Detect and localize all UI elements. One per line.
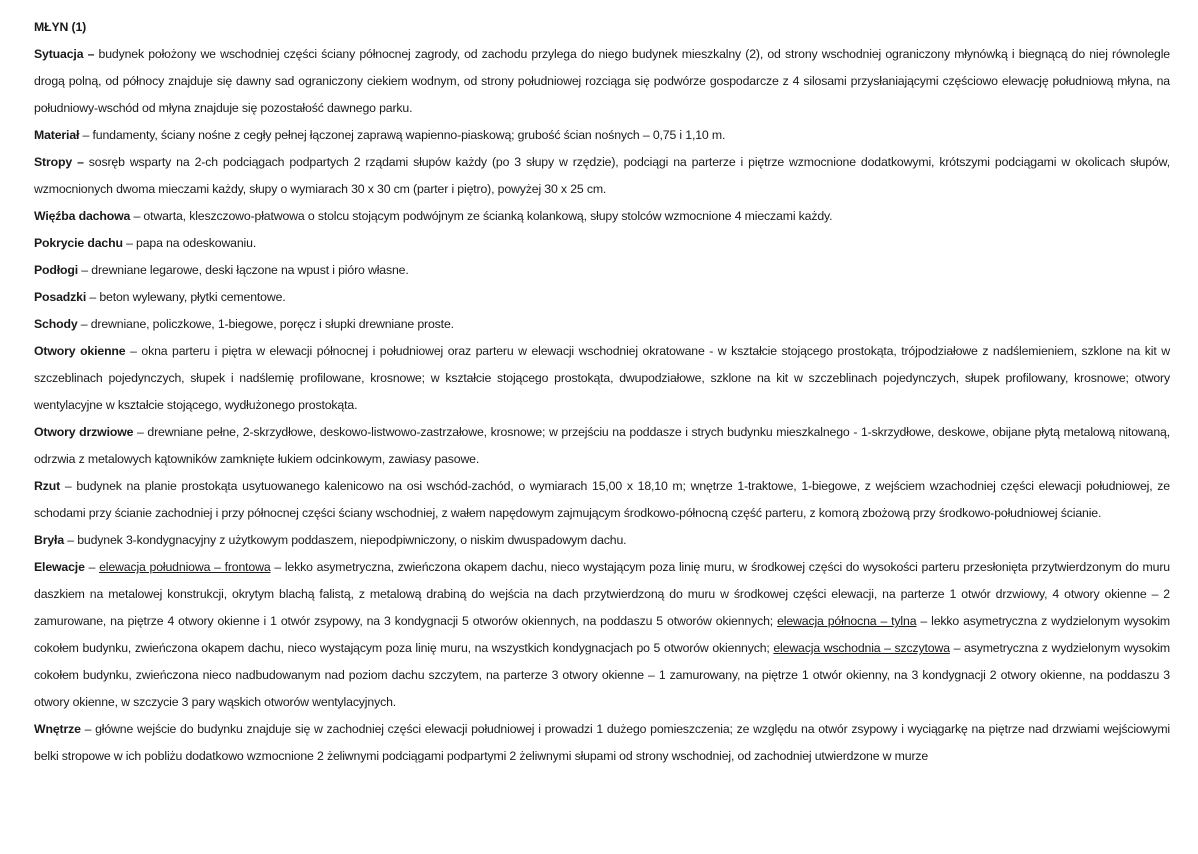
entry-rzut: [34, 473, 1170, 527]
entry-wiezba-dachowa: [34, 203, 1170, 230]
entry-sytuacja: [34, 41, 1170, 122]
entry-text: – fundamenty, ściany nośne z cegły pełnej łączonej zaprawą wapienno-piaskową; grubość ścian nośnych – 0,75 i 1,10 m.: [79, 128, 726, 142]
entry-term: Rzut: [34, 479, 61, 493]
entry-material: [34, 122, 1170, 149]
entry-text: –: [84, 560, 100, 574]
entry-term: Schody: [34, 317, 78, 331]
entry-posadzki: [34, 284, 1170, 311]
elevation-east-heading: elewacja wschodnia – szczytowa: [773, 641, 950, 655]
entry-wnetrze: [34, 716, 1170, 770]
entry-text: – okna parteru i piętra w elewacji północnej i południowej oraz parteru w elewacji wschodniej okratowane - w kształcie stojącego prostokąta, trójpodziałowe z nadślemieniem, szklone na kit w szczeblinach pojedynczych, słupek i nadślemię profilowane, krosnowe; w kształcie stojącego prostokąta, dwupodziałowe, szklone na kit w szczeblinach pojedynczych, słupek profilowany, krosnowe; otwory wentylacyjne w kształcie stojącego, wydłużonego prostokąta.: [34, 344, 1170, 412]
document-title: MŁYN (1): [34, 20, 87, 34]
entry-term: Wnętrze: [34, 722, 81, 736]
elevation-south-heading: elewacja południowa – frontowa: [99, 560, 271, 574]
entry-term: Posadzki: [34, 290, 87, 304]
entry-text: sosręb wsparty na 2-ch podciągach podpartych 2 rządami słupów każdy (po 3 słupy w rzędzie), podciągi na parterze i piętrze wzmocnione dodatkowymi, krótszymi podciągami w okolicach słupów, wzmocnionych dwoma mieczami każdy, słupy o wymiarach 30 x 30 cm (parter i piętro), powyżej 30 x 25 cm.: [34, 155, 1170, 196]
entry-elewacje: [34, 554, 1170, 716]
entry-stropy: [34, 149, 1170, 203]
entry-text: – lekko asymetryczna z wydzielonym wysokim cokołem budynku, zwieńczona okapem dachu, nieco wystającym poza linię muru, na wszystkich kondygnacjach po 5 otworów okiennych;: [34, 614, 1171, 655]
entry-bryla: [34, 527, 1170, 554]
entry-text: – budynek 3-kondygnacyjny z użytkowym poddaszem, niepodpiwniczony, o niskim dwuspadowym dachu.: [64, 533, 627, 547]
entry-otwory-drzwiowe: [34, 419, 1170, 473]
entry-podlogi: [34, 257, 1170, 284]
entry-text: – asymetryczna z wydzielonym wysokim cokołem budynku, zwieńczona nieco nadbudowanym nad poziom dachu szczytem, na parterze 3 otwory okienne – 1 zamurowany, na piętrze 1 otwór okienny, na 3 kondygnacji 2 otwory okienne, na poddaszu 3 otwory okienne, w szczycie 3 pary wąskich otworów wentylacyjnych.: [34, 641, 1170, 709]
entry-schody: [34, 311, 1170, 338]
entry-term: Sytuacja –: [34, 47, 95, 61]
entry-text: – drewniane pełne, 2-skrzydłowe, deskowo-listwowo-zastrzałowe, krosnowe; w przejściu na poddasze i strych budynku mieszkalnego - 1-skrzydłowe, deskowe, obijane płytą metalową nitowaną, odrzwia z metalowych kątowników zamknięte łukiem odcinkowym, zawiasy pasowe.: [34, 425, 1170, 466]
entry-text: – budynek na planie prostokąta usytuowanego kalenicowo na osi wschód-zachód, o wymiarach 15,00 x 18,10 m; wnętrze 1-traktowe, 1-biegowe, z wejściem wzachodniej części elewacji południowej, ze schodami przy ścianie zachodniej i przy północnej części ściany wschodniej, z wałem napędowym zajmującym środkowo-północną część parteru, z komorą zbożową przy środkowo-południowej ścianie.: [34, 479, 1170, 520]
entry-text: – beton wylewany, płytki cementowe.: [86, 290, 286, 304]
document-page: [34, 14, 1170, 770]
entry-text: budynek położony we wschodniej części ściany północnej zagrody, od zachodu przylega do niego budynek mieszkalny (2), od strony wschodniej ograniczony młynówką i biegnącą do niej równolegle drogą polną, od północy znajduje się dawny sad ograniczony ciekiem wodnym, od strony południowej rozciąga się podwórze gospodarcze z 4 silosami przysłaniającymi częściowo elewację południową młyna, na południowy-wschód od młyna znajduje się pozostałość dawnego parku.: [34, 47, 1170, 115]
entry-text: – drewniane legarowe, deski łączone na wpust i pióro własne.: [78, 263, 409, 277]
entry-pokrycie-dachu: [34, 230, 1170, 257]
elevation-north-heading: elewacja północna – tylna: [777, 614, 917, 628]
entry-term: Więźba dachowa: [34, 209, 131, 223]
entry-term: Podłogi: [34, 263, 79, 277]
entry-term: Stropy –: [34, 155, 84, 169]
entry-term: Otwory drzwiowe: [34, 425, 134, 439]
entry-term: Otwory okienne: [34, 344, 126, 358]
entry-term: Pokrycie dachu: [34, 236, 123, 250]
entry-term: Elewacje: [34, 560, 85, 574]
entry-text: – lekko asymetryczna, zwieńczona okapem dachu, nieco wystającym poza linię muru, w środkowej części do wysokości parteru przesłonięta przytwierdzonym do muru daszkiem na metalowej konstrukcji, okrytym blachą falistą, z metalową drabiną do wejścia na dach przytwierdzoną do muru w środkowej części elewacji, na parterze 1 otwór drzwiowy, 4 otwory okienne – 2 zamurowane, na piętrze 4 otwory okienne i 1 otwór zsypowy, na 3 kondygnacji 5 otworów okiennych, na poddaszu 5 otworów okiennych;: [34, 560, 1170, 628]
entry-text: – główne wejście do budynku znajduje się w zachodniej części elewacji południowej i prowadzi 1 dużego pomieszczenia; ze względu na otwór zsypowy i wyciągarkę na piętrze nad drzwiami wejściowymi belki stropowe w ich pobliżu dodatkowo wzmocnione 2 żeliwnymi podciągami podpartymi 2 żeliwnymi słupami od strony wschodniej, od zachodniej utwierdzone w murze: [34, 722, 1170, 763]
entry-otwory-okienne: [34, 338, 1170, 419]
entry-term: Materiał: [34, 128, 80, 142]
entry-text: – papa na odeskowaniu.: [122, 236, 257, 250]
entry-text: – drewniane, policzkowe, 1-biegowe, poręcz i słupki drewniane proste.: [77, 317, 454, 331]
entry-term: Bryła: [34, 533, 65, 547]
entry-text: – otwarta, kleszczowo-płatwowa o stolcu stojącym podwójnym ze ścianką kolankową, słupy stolców wzmocnione 4 mieczami każdy.: [130, 209, 833, 223]
